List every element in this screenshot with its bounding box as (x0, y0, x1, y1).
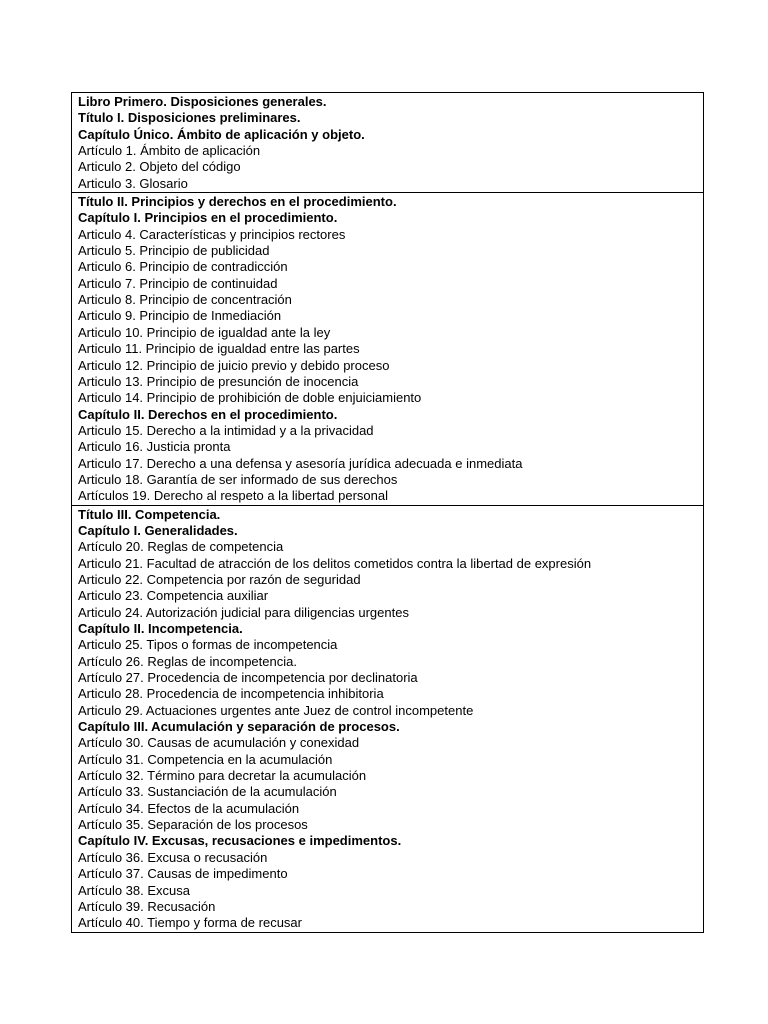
section-heading: Capítulo I. Principios en el procedimiento. (78, 210, 338, 226)
article-entry: Articulo 22. Competencia por razón de seguridad (78, 571, 361, 587)
article-entry: Articulo 5. Principio de publicidad (78, 243, 270, 259)
index-section (72, 505, 703, 932)
article-entry: Articulo 17. Derecho a una defensa y asesoría jurídica adecuada e inmediata (78, 455, 523, 471)
article-entry: Artículo 1. Ámbito de aplicación (78, 143, 261, 159)
article-entry: Articulo 8. Principio de concentración (78, 292, 292, 308)
section-heading: Capítulo IV. Excusas, recusaciones e impedimentos. (78, 833, 402, 849)
section-heading: Capítulo II. Derechos en el procedimiento. (78, 406, 338, 422)
article-entry: Articulo 16. Justicia pronta (78, 439, 231, 455)
article-entry: Artículo 35. Separación de los procesos (78, 817, 308, 833)
article-entry: Artículo 40. Tiempo y forma de recusar (78, 915, 302, 931)
article-entry: Articulo 23. Competencia auxiliar (78, 588, 269, 604)
index-section (72, 93, 703, 192)
article-entry: Articulo 6. Principio de contradicción (78, 259, 288, 275)
article-entry: Articulo 4. Características y principios rectores (78, 226, 346, 242)
article-entry: Articulo 21. Facultad de atracción de los delitos cometidos contra la libertad de expresión (78, 555, 592, 571)
section-heading: Capítulo I. Generalidades. (78, 522, 238, 538)
article-entry: Articulo 3. Glosario (78, 175, 188, 191)
article-entry: Artículo 26. Reglas de incompetencia. (78, 653, 297, 669)
article-entry: Artículo 33. Sustanciación de la acumulación (78, 784, 337, 800)
article-entry: Artículos 19. Derecho al respeto a la libertad personal (78, 488, 389, 504)
article-entry: Articulo 18. Garantía de ser informado de sus derechos (78, 471, 398, 487)
section-heading: Título II. Principios y derechos en el procedimiento. (78, 194, 397, 210)
article-entry: Artículo 39. Recusación (78, 898, 216, 914)
section-heading: Título III. Competencia. (78, 506, 221, 522)
article-entry: Articulo 11. Principio de igualdad entre las partes (78, 341, 360, 357)
section-heading: Capítulo III. Acumulación y separación de procesos. (78, 719, 400, 735)
article-entry: Artículo 36. Excusa o recusación (78, 849, 268, 865)
article-entry: Articulo 9. Principio de Inmediación (78, 308, 282, 324)
article-entry: Artículo 37. Causas de impedimento (78, 866, 288, 882)
article-entry: Articulo 28. Procedencia de incompetencia inhibitoria (78, 686, 384, 702)
index-section (72, 192, 703, 505)
article-entry: Artículo 32. Término para decretar la acumulación (78, 768, 367, 784)
article-entry: Artículo 31. Competencia en la acumulación (78, 751, 333, 767)
article-entry: Articulo 13. Principio de presunción de inocencia (78, 373, 359, 389)
article-entry: Artículo 30. Causas de acumulación y conexidad (78, 735, 360, 751)
section-heading: Libro Primero. Disposiciones generales. (78, 94, 327, 109)
article-entry: Articulo 10. Principio de igualdad ante la ley (78, 324, 331, 340)
article-entry: Artículo 34. Efectos de la acumulación (78, 800, 300, 816)
article-entry: Articulo 14. Principio de prohibición de doble enjuiciamiento (78, 390, 422, 406)
article-entry: Articulo 25. Tipos o formas de incompetencia (78, 637, 338, 653)
article-entry: Artículo 27. Procedencia de incompetencia por declinatoria (78, 670, 418, 686)
section-heading: Capítulo II. Incompetencia. (78, 621, 243, 636)
section-heading: Título I. Disposiciones preliminares. (78, 110, 301, 126)
article-entry: Articulo 2. Objeto del código (78, 159, 241, 175)
article-entry: Articulo 12. Principio de juicio previo y debido proceso (78, 357, 390, 373)
article-entry: Articulo 24. Autorización judicial para diligencias urgentes (78, 604, 409, 620)
article-entry: Artículo 20. Reglas de competencia (78, 539, 284, 555)
index-table (71, 92, 704, 933)
section-heading: Capítulo Único. Ámbito de aplicación y objeto. (78, 126, 365, 142)
article-entry: Articulo 7. Principio de continuidad (78, 275, 278, 291)
article-entry: Articulo 29. Actuaciones urgentes ante Juez de control incompetente (78, 702, 474, 718)
article-entry: Articulo 15. Derecho a la intimidad y a la privacidad (78, 422, 374, 438)
article-entry: Artículo 38. Excusa (78, 882, 190, 898)
